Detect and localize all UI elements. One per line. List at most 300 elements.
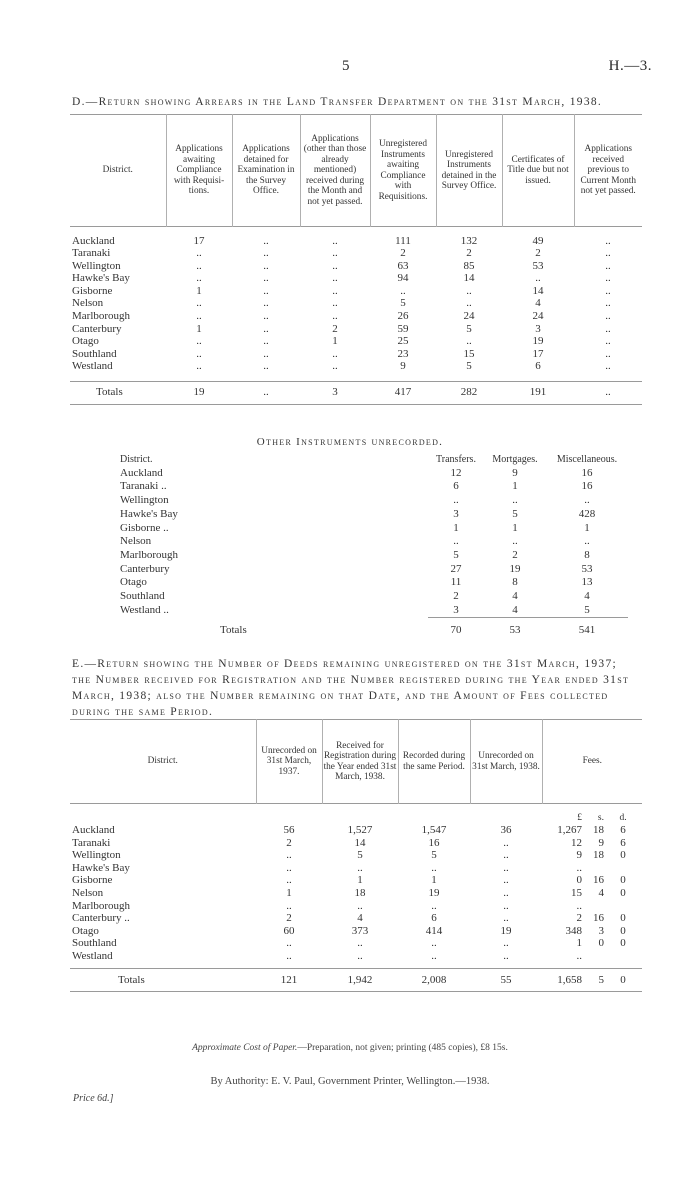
table-cell: .. [466, 335, 472, 348]
table-cell: 1 [512, 521, 518, 534]
price-label: Price 6d.] [73, 1093, 114, 1104]
totals-row [70, 969, 642, 992]
arrears-table [70, 114, 642, 405]
table-cell: .. [263, 284, 269, 297]
table-cell: 24 [463, 310, 475, 323]
table-cell: 70 [428, 618, 484, 644]
column-header: District. [102, 165, 133, 176]
table-cell: 1 [431, 874, 437, 887]
table-cell: 19 [500, 924, 512, 937]
table-cell: .. [466, 284, 472, 297]
column-header: Miscellaneous. [556, 454, 618, 465]
table-cell: Nelson [72, 297, 104, 310]
table-cell: .. [286, 849, 292, 862]
table-cell: .. [574, 381, 642, 404]
table-cell: Auckland [72, 824, 115, 837]
table-cell: .. [286, 899, 292, 912]
table-cell: 5 [431, 849, 437, 862]
table-cell: .. [453, 494, 459, 507]
table-cell: Otago [72, 924, 99, 937]
table-cell: 5 [357, 849, 363, 862]
table-cell: 9 [598, 836, 604, 849]
table-cell: .. [431, 937, 437, 950]
table-cell: 428 [578, 507, 596, 520]
table-cell: Wellington [120, 494, 169, 507]
table-cell: Marlborough [120, 548, 179, 561]
table-cell: .. [512, 494, 518, 507]
table-cell: 53 [532, 259, 544, 272]
table-cell: .. [332, 259, 338, 272]
table-cell: .. [286, 874, 292, 887]
table-cell: Totals [70, 381, 166, 404]
table-cell: .. [196, 259, 202, 272]
table-cell: .. [605, 272, 611, 285]
table-row [70, 950, 642, 963]
column-header: Unrecorded on 31st March, 1938. [470, 720, 542, 804]
table-cell: 0 [620, 874, 626, 887]
table-cell: 6 [620, 824, 626, 837]
table-cell: Westland [72, 950, 113, 963]
table-cell: 0 [620, 912, 626, 925]
table-cell: 4 [512, 603, 518, 616]
table-cell: 36 [500, 824, 512, 837]
table-cell: .. [605, 259, 611, 272]
table-cell: 49 [532, 234, 544, 247]
table-cell: 6 [453, 480, 459, 493]
empty-cell [470, 812, 542, 825]
table-cell: Hawke's Bay [72, 861, 130, 874]
table-cell: 18 [593, 849, 604, 862]
table-cell: 1,527 [347, 824, 373, 837]
table-cell: Southland [72, 347, 117, 360]
table-cell: .. [196, 247, 202, 260]
table-cell: Westland [72, 360, 113, 373]
spacer-row [70, 227, 642, 235]
table-row [118, 549, 628, 563]
table-cell: .. [357, 899, 363, 912]
table-cell: Otago [120, 576, 147, 589]
table-cell: .. [605, 347, 611, 360]
table-cell: 121 [256, 969, 322, 992]
table-cell: .. [263, 297, 269, 310]
table-cell: 417 [370, 381, 436, 404]
page-header [0, 58, 700, 78]
table-cell: .. [453, 535, 459, 548]
table-row [70, 247, 642, 260]
table-cell: Gisborne [72, 874, 113, 887]
table-cell: .. [431, 899, 437, 912]
table-row [70, 297, 642, 310]
table-cell: 1,658 [542, 969, 582, 992]
table-cell: .. [286, 950, 292, 963]
table-cell: Marlborough [72, 899, 131, 912]
table-cell: 0 [620, 849, 626, 862]
table-cell: .. [196, 310, 202, 323]
table-cell: .. [503, 836, 509, 849]
table-cell: Taranaki [72, 247, 111, 260]
table-cell: .. [196, 347, 202, 360]
table-cell: .. [576, 861, 582, 874]
table-cell: Totals [70, 969, 256, 992]
spacer-row [70, 373, 642, 381]
section-e-title: E.—Return showing the Number of Deeds remaining unregistered on the 31st March, 1937; the Number received for Registration and the Number registered during the Year ended 31st March, 1938; also the Number remaining on that Date, and the Amount of Fees collected during the same Period. [72, 658, 630, 718]
table-cell: 4 [584, 590, 590, 603]
table-cell: .. [576, 899, 582, 912]
table-cell: .. [503, 899, 509, 912]
table-cell: 414 [425, 924, 443, 937]
table-cell: .. [576, 950, 582, 963]
table-cell: 19 [166, 381, 232, 404]
table-cell: .. [512, 535, 518, 548]
table-cell: Canterbury [72, 322, 122, 335]
table-cell: .. [503, 937, 509, 950]
table-cell: .. [605, 247, 611, 260]
table-cell: Auckland [72, 234, 115, 247]
table-cell: 2 [286, 836, 292, 849]
table-cell: .. [263, 272, 269, 285]
empty-cell [322, 812, 398, 825]
table-cell: .. [503, 950, 509, 963]
table-cell: 0 [620, 924, 626, 937]
table-cell: Totals [220, 624, 247, 637]
table-cell: .. [503, 861, 509, 874]
column-header: Unregistered Instruments detained in the Survey Office. [436, 115, 502, 227]
table-cell: Marlborough [72, 310, 131, 323]
table-cell: .. [605, 360, 611, 373]
table-cell: 9 [512, 466, 518, 479]
table-cell: 1 [286, 887, 292, 900]
table-cell: .. [196, 360, 202, 373]
table-cell: 3 [598, 924, 604, 937]
column-header: Received for Registration during the Year ended 31st March, 1938. [322, 720, 398, 804]
table-cell: .. [263, 335, 269, 348]
table-cell: Auckland [120, 466, 163, 479]
table-cell: 6 [431, 912, 437, 925]
table-cell: .. [332, 272, 338, 285]
document-reference: H.—3. [608, 58, 652, 74]
table-cell: 6 [535, 360, 541, 373]
totals-row [70, 381, 642, 404]
table-cell: .. [357, 950, 363, 963]
table-cell: 63 [397, 259, 409, 272]
table-cell: 1 [584, 521, 590, 534]
empty-cell [256, 812, 322, 825]
table-cell: 15 [571, 887, 582, 900]
table-row [70, 912, 642, 925]
table-cell: 94 [397, 272, 409, 285]
table-row [118, 563, 628, 577]
arrears-table-header [70, 115, 642, 227]
table-cell: 17 [532, 347, 544, 360]
table-cell: 0 [620, 887, 626, 900]
table-cell: .. [503, 849, 509, 862]
table-cell: 1 [512, 480, 518, 493]
column-header: Unregistered Instruments awaiting Compliance with Requisitions. [370, 115, 436, 227]
table-cell: 282 [436, 381, 502, 404]
table-cell: .. [400, 284, 406, 297]
table-row [118, 508, 628, 522]
table-cell: 191 [502, 381, 574, 404]
table-cell: 4 [535, 297, 541, 310]
table-row [118, 467, 628, 481]
table-cell: .. [263, 310, 269, 323]
table-row [70, 360, 642, 373]
table-cell: 3 [453, 507, 459, 520]
table-cell: .. [196, 335, 202, 348]
table-cell: .. [286, 861, 292, 874]
table-cell: 16 [593, 874, 604, 887]
table-row [70, 323, 642, 336]
section-d-title: D.—Return showing Arrears in the Land Transfer Department on the 31st March, 1938. [72, 96, 603, 108]
table-cell: .. [584, 494, 590, 507]
table-cell: .. [332, 247, 338, 260]
table-cell: 1 [332, 335, 338, 348]
table-row [70, 824, 642, 837]
table-cell: 85 [463, 259, 475, 272]
cost-footnote [0, 1043, 700, 1053]
table-cell [582, 862, 604, 875]
table-cell: .. [605, 234, 611, 247]
table-cell: .. [332, 297, 338, 310]
page-number: 5 [342, 58, 350, 74]
table-cell: Southland [72, 937, 117, 950]
table-cell: 8 [584, 548, 590, 561]
table-cell: 55 [470, 969, 542, 992]
table-cell: 11 [450, 576, 462, 589]
table-row [70, 837, 642, 850]
table-cell: 18 [593, 824, 604, 837]
table-cell: Wellington [72, 259, 121, 272]
table-cell: £ [577, 812, 582, 823]
table-cell: .. [263, 360, 269, 373]
table-cell: s. [597, 812, 604, 823]
column-header: Mortgages. [492, 454, 538, 465]
table-cell: .. [286, 937, 292, 950]
column-header: Recorded during the same Period. [398, 720, 470, 804]
column-header: District. [147, 756, 178, 767]
table-cell: 5 [466, 322, 472, 335]
table-cell: 2 [286, 912, 292, 925]
table-row [70, 235, 642, 248]
spacer-row [70, 804, 642, 812]
table-cell: .. [332, 347, 338, 360]
table-cell: 19 [532, 335, 544, 348]
table-row [118, 535, 628, 549]
table-cell: 5 [582, 969, 604, 992]
table-cell [582, 900, 604, 913]
table-row [70, 862, 642, 875]
table-row [118, 480, 628, 494]
table-cell: Gisborne [72, 284, 113, 297]
table-cell: 132 [460, 234, 478, 247]
table-cell: .. [196, 297, 202, 310]
table-cell: 5 [466, 360, 472, 373]
table-row [70, 900, 642, 913]
table-cell: d. [619, 812, 627, 823]
table-cell: .. [263, 322, 269, 335]
table-cell: 0 [576, 874, 582, 887]
table-cell: 56 [283, 824, 295, 837]
table-cell: 3 [300, 381, 370, 404]
table-cell: 348 [565, 924, 582, 937]
table-cell: 2 [576, 912, 582, 925]
table-cell: .. [503, 912, 509, 925]
table-cell: .. [332, 284, 338, 297]
table-cell: .. [605, 335, 611, 348]
table-cell: 1 [453, 521, 459, 534]
table-cell: 3 [453, 603, 459, 616]
table-cell: 2,008 [398, 969, 470, 992]
table-cell: .. [605, 284, 611, 297]
table-cell: .. [332, 234, 338, 247]
table-row [118, 590, 628, 604]
table-cell: 19 [509, 562, 521, 575]
table-cell: 0 [598, 937, 604, 950]
table-row [118, 576, 628, 590]
table-header-row [118, 453, 628, 467]
table-cell: .. [232, 381, 300, 404]
table-cell: 16 [593, 912, 604, 925]
column-header: Unrecorded on 31st March, 1937. [256, 720, 322, 804]
table-cell: 9 [576, 849, 582, 862]
column-header: Transfers. [436, 454, 476, 465]
table-cell: .. [535, 272, 541, 285]
table-cell: .. [431, 861, 437, 874]
table-row [118, 604, 628, 618]
table-cell: 1 [357, 874, 363, 887]
table-cell: 12 [571, 836, 582, 849]
table-cell: Gisborne .. [120, 521, 169, 534]
table-cell: 59 [397, 322, 409, 335]
table-cell: 53 [484, 618, 546, 644]
table-row [70, 874, 642, 887]
table-row [70, 849, 642, 862]
printer-authority: By Authority: E. V. Paul, Government Printer, Wellington.—1938. [210, 1076, 490, 1087]
table-cell: .. [605, 322, 611, 335]
table-cell: .. [605, 297, 611, 310]
table-cell: 26 [397, 310, 409, 323]
table-cell: 27 [450, 562, 462, 575]
cost-label: Approximate Cost of Paper. [192, 1043, 298, 1053]
table-cell: Otago [72, 335, 99, 348]
table-cell: 5 [453, 548, 459, 561]
table-cell: 9 [400, 360, 406, 373]
table-cell: 14 [463, 272, 475, 285]
table-cell [582, 950, 604, 963]
table-cell: .. [263, 234, 269, 247]
table-cell: 2 [535, 247, 541, 260]
totals-row [118, 618, 628, 644]
table-cell: 5 [400, 297, 406, 310]
table-cell: .. [332, 360, 338, 373]
table-cell: 14 [354, 836, 366, 849]
table-cell: Canterbury .. [72, 912, 130, 925]
table-cell: .. [466, 297, 472, 310]
table-row [70, 887, 642, 900]
table-row [70, 310, 642, 323]
table-cell: 13 [581, 576, 593, 589]
table-row [70, 335, 642, 348]
table-cell: 2 [332, 322, 338, 335]
table-cell: 12 [450, 466, 462, 479]
table-cell [604, 862, 642, 875]
table-cell: Nelson [72, 887, 104, 900]
table-cell: 3 [535, 322, 541, 335]
column-header: Applications (other than those already mentioned) received during the Month and not yet passed. [300, 115, 370, 227]
table-cell: 17 [193, 234, 205, 247]
table-row [70, 937, 642, 950]
table-cell: 2 [453, 590, 459, 603]
fee-units-row [70, 812, 642, 825]
table-cell: 1,267 [557, 824, 582, 837]
table-cell: .. [584, 535, 590, 548]
table-cell: .. [357, 937, 363, 950]
table-cell: 0 [604, 969, 642, 992]
table-cell: 6 [620, 836, 626, 849]
table-row [70, 925, 642, 938]
table-cell: 1,547 [421, 824, 447, 837]
table-cell: 5 [512, 507, 518, 520]
table-cell: 5 [584, 603, 590, 616]
table-cell: 1,942 [322, 969, 398, 992]
table-cell: 16 [428, 836, 440, 849]
table-cell: .. [431, 950, 437, 963]
table-cell: 24 [532, 310, 544, 323]
table-cell: .. [196, 272, 202, 285]
table-cell: 4 [512, 590, 518, 603]
table-row [70, 348, 642, 361]
table-cell: .. [263, 347, 269, 360]
table-cell: .. [263, 247, 269, 260]
table-cell: .. [332, 310, 338, 323]
table-cell: 541 [546, 618, 628, 644]
table-cell: 4 [357, 912, 363, 925]
table-cell: Nelson [120, 535, 152, 548]
table-row [118, 522, 628, 536]
column-header: Certificates of Title due but not issued. [502, 115, 574, 227]
column-header: Applications detained for Examination in the Survey Office. [232, 115, 300, 227]
column-header: Applications received previous to Current Month not yet passed. [574, 115, 642, 227]
table-cell: 111 [395, 234, 411, 247]
column-header: District. [120, 454, 153, 465]
table-cell: 16 [581, 466, 593, 479]
table-cell: 0 [620, 937, 626, 950]
table-cell: 53 [581, 562, 593, 575]
table-row [70, 260, 642, 273]
empty-cell [70, 812, 256, 825]
table-cell [604, 950, 642, 963]
column-header: Fees. [542, 720, 642, 804]
table-cell: 373 [351, 924, 369, 937]
table-cell: 8 [512, 576, 518, 589]
table-cell: .. [357, 861, 363, 874]
table-cell: 15 [463, 347, 475, 360]
table-cell: 16 [581, 480, 593, 493]
table-row [70, 272, 642, 285]
table-cell: Canterbury [120, 562, 170, 575]
table-cell: 2 [512, 548, 518, 561]
table-cell: Hawke's Bay [120, 507, 178, 520]
table-cell: 1 [576, 937, 582, 950]
table-cell [604, 900, 642, 913]
table-cell: .. [503, 874, 509, 887]
column-header: Applications awaiting Compliance with Requisi-tions. [166, 115, 232, 227]
table-cell: 19 [428, 887, 440, 900]
table-row [70, 285, 642, 298]
table-cell: 1 [196, 284, 202, 297]
table-cell: Hawke's Bay [72, 272, 130, 285]
table-row [118, 494, 628, 508]
